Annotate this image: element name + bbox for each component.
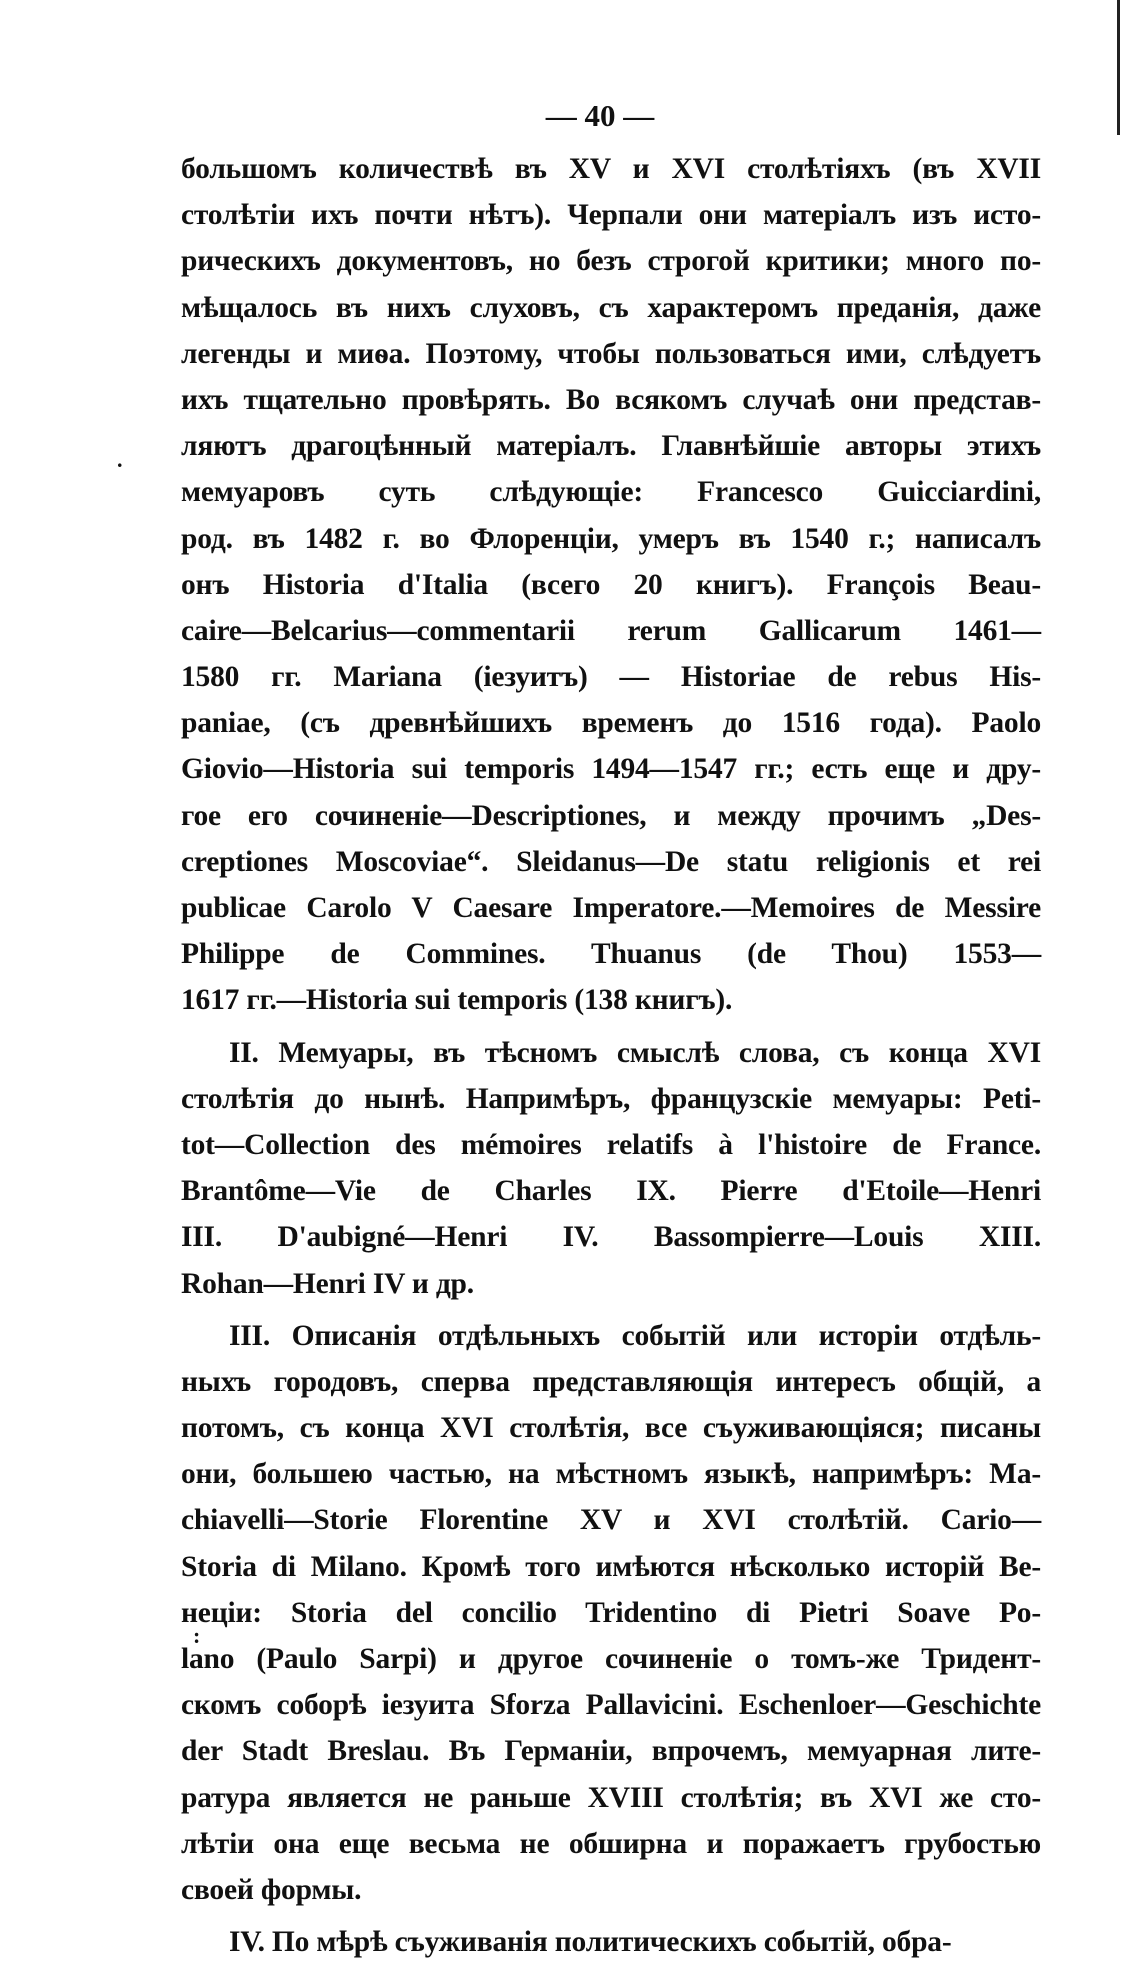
paragraph-3-first-line: III. Описанія отдѣльныхъ событій или исторіи отдѣль- [229, 1319, 1041, 1352]
paragraph-4-first-line: IV. По мѣрѣ съуживанія политическихъ событій, обра- [229, 1926, 952, 1959]
text-line: Storia di Milano. Кромѣ того имѣются нѣсколько исторій Ве- [181, 1550, 1041, 1583]
text-line: der Stadt Breslau. Въ Германіи, впрочемъ, мемуарная лите- [181, 1735, 1041, 1768]
text-line: столѣтіи ихъ почти нѣтъ). Черпали они матеріалъ изъ исто- [181, 199, 1041, 232]
text-line: publicae Carolo V Caesare Imperatore.—Memoires de Messire [181, 892, 1041, 924]
text-line: неціи: Storia del concilio Tridentino di Pietri Soave Po- [181, 1596, 1041, 1629]
margin-dot: . [117, 447, 123, 472]
text-line: столѣтія до нынѣ. Напримѣръ, французскіе мемуары: Peti- [181, 1082, 1041, 1115]
text-line: легенды и миѳа. Поэтому, чтобы пользоваться ими, слѣдуетъ [181, 337, 1041, 370]
paragraph-1-first-line: большомъ количествѣ въ XV и XVI столѣтіяхъ (въ XVII [181, 153, 1041, 185]
text-line: скомъ соборѣ іезуита Sforza Pallavicini. Eschenloer—Geschichte [181, 1689, 1041, 1722]
text-line: Giovio—Historia sui temporis 1494—1547 гг.; есть еще и дру- [181, 753, 1041, 786]
text-line: tot—Collection des mémoires relatifs à l'histoire de France. [181, 1128, 1041, 1161]
text-line: ныхъ городовъ, сперва представляющія интересъ общій, а [181, 1365, 1041, 1398]
margin-colon: : [193, 1623, 201, 1648]
text-line: III. D'aubigné—Henri IV. Bassompierre—Louis XIII. [181, 1221, 1041, 1254]
text-line: ратура является не раньше XVIII столѣтія; въ XVI же сто- [181, 1781, 1041, 1814]
paragraph-2-first-line: II. Мемуары, въ тѣсномъ смыслѣ слова, съ конца XVI [229, 1036, 1041, 1069]
text-line: лѣтіи она еще весьма не обширна и поражаетъ грубостью [181, 1827, 1041, 1860]
text-line: Philippe de Commines. Thuanus (de Thou) 1553— [181, 938, 1041, 971]
text-line: caire—Belcarius—commentarii rerum Gallicarum 1461— [181, 614, 1041, 647]
text-line: lano (Paulo Sarpi) и другое сочиненіе о томъ-же Тридент- [181, 1643, 1041, 1675]
text-line: 1580 гг. Mariana (іезуитъ) — Historiae de rebus His- [181, 661, 1041, 694]
text-line: chiavelli—Storie Florentine XV и XVI столѣтій. Cario— [181, 1504, 1041, 1537]
text-line: рическихъ документовъ, но безъ строгой критики; много по- [181, 245, 1041, 278]
text-line: paniae, (съ древнѣйшихъ временъ до 1516 года). Paolo [181, 707, 1041, 740]
text-line: они, большею частью, на мѣстномъ языкѣ, напримѣръ: Ma- [181, 1458, 1041, 1491]
text-line: 1617 гг.—Historia sui temporis (138 книгъ). [181, 984, 733, 1017]
text-line: потомъ, съ конца XVI столѣтія, все съуживающіяся; писаны [181, 1412, 1041, 1445]
text-line: ихъ тщательно провѣрять. Во всякомъ случаѣ они представ- [181, 383, 1041, 416]
text-line: Rohan—Henri IV и др. [181, 1267, 474, 1300]
text-line: ляютъ драгоцѣнный матеріалъ. Главнѣйшіе авторы этихъ [181, 430, 1041, 463]
text-line: мемуаровъ суть слѣдующіе: Francesco Guicciardini, [181, 476, 1041, 509]
text-line: гое его сочиненіе—Descriptiones, и между прочимъ „Des- [181, 799, 1041, 832]
text-line: род. въ 1482 г. во Флоренціи, умеръ въ 1540 г.; написалъ [181, 522, 1041, 555]
text-line: мѣщалось въ нихъ слуховъ, съ характеромъ преданія, даже [181, 291, 1041, 324]
page-number: — 40 — [545, 98, 655, 133]
body-text [181, 146, 1041, 1965]
text-line: своей формы. [181, 1873, 362, 1906]
text-line: creptiones Moscoviae“. Sleidanus—De statu religionis et rei [181, 845, 1041, 878]
text-line: Brantôme—Vie de Charles IX. Pierre d'Etoile—Henri [181, 1175, 1041, 1208]
text-line: онъ Historia d'Italia (всего 20 книгъ). François Beau- [181, 568, 1041, 601]
